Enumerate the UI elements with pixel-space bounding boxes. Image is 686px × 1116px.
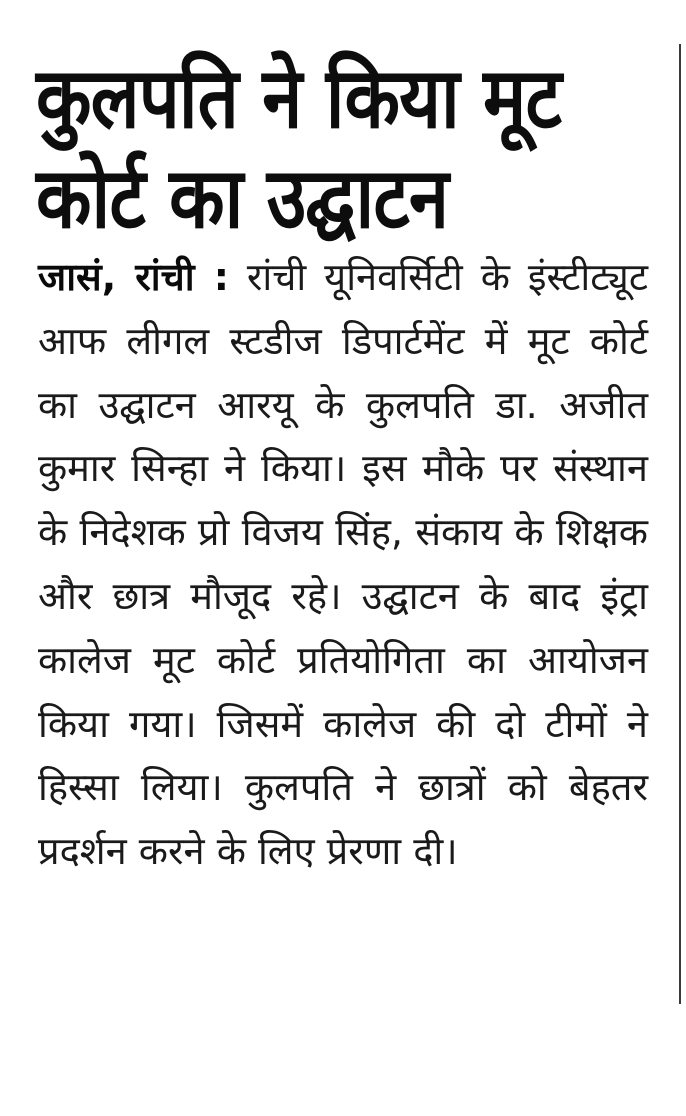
column-divider	[679, 44, 681, 1004]
headline-line-2: कोर्ट का उद्घाटन	[36, 149, 449, 247]
article-body-text: रांची यूनिवर्सिटी के इंस्टीट्यूट आफ लीगल स्टडीज डिपार्टमेंट में मूट कोर्ट का उद्घाटन आरयू के कुलपति डा. अजीत कुमार सिन्हा ने किया। इस मौके पर संस्थान के निदेशक प्रो विजय सिंह, संकाय के शिक्षक और छात्र मौजूद रहे। उद्घाटन के बाद इंट्रा कालेज मूट कोर्ट प्रतियोगिता का आयोजन किया गया। जिसमें कालेज की दो टीमों ने हिस्सा लिया। कुलपति ने छात्रों को बेहतर प्रदर्शन करने के लिए प्रेरणा दी।	[38, 255, 648, 874]
article-headline	[36, 48, 569, 248]
headline-line-1: कुलपति ने किया मूट	[36, 49, 562, 147]
article-body	[38, 246, 648, 884]
dateline: जासं, रांची :	[38, 255, 229, 299]
